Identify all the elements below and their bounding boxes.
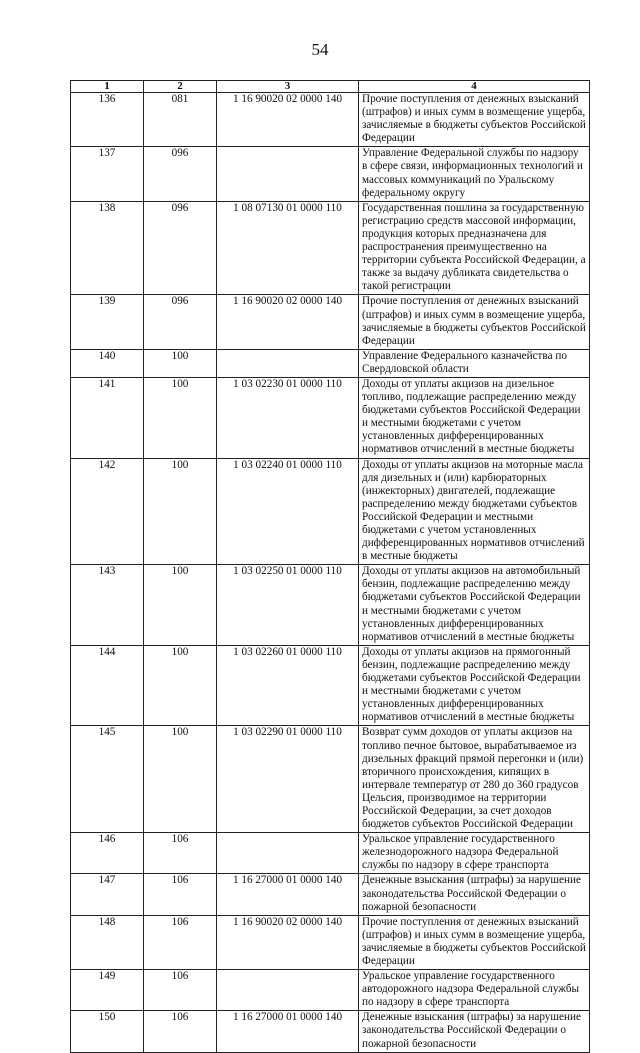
header-col-3: 3	[217, 81, 359, 93]
revenue-description: Возврат сумм доходов от уплаты акцизов на топливо печное бытовое, вырабатываемое из дизельных фракций прямой перегонки и (или) вторичного происхождения, кипящих в интервале температур от 280 до 360 градусов Цельсия, производимое на территории Российской Федерации, за счет доходов бюджетов субъектов Российской Федерации	[359, 726, 590, 833]
table-row	[71, 349, 590, 377]
header-col-4: 4	[359, 81, 590, 93]
row-number: 138	[71, 201, 144, 295]
budget-classification-code: 1 08 07130 01 0000 110	[217, 201, 359, 295]
page-number: 54	[311, 40, 329, 59]
table-body	[71, 93, 590, 1053]
row-number: 144	[71, 645, 144, 726]
table-row	[71, 565, 590, 646]
budget-classification-code: 1 03 02230 01 0000 110	[217, 377, 359, 458]
table-row	[71, 377, 590, 458]
table-row	[71, 1011, 590, 1052]
admin-code: 100	[144, 645, 217, 726]
admin-code: 100	[144, 458, 217, 565]
budget-classification-code	[217, 147, 359, 201]
admin-code: 096	[144, 295, 217, 349]
row-number: 136	[71, 93, 144, 147]
admin-code: 106	[144, 833, 217, 874]
row-number: 143	[71, 565, 144, 646]
table-row	[71, 915, 590, 969]
row-number: 147	[71, 874, 144, 915]
admin-code: 100	[144, 349, 217, 377]
budget-classification-code: 1 03 02290 01 0000 110	[217, 726, 359, 833]
revenue-description: Уральское управление государственного автодорожного надзора Федеральной службы по надзору в сфере транспорта	[359, 970, 590, 1011]
admin-code: 096	[144, 201, 217, 295]
revenue-description: Прочие поступления от денежных взысканий (штрафов) и иных сумм в возмещение ущерба, зачисляемые в бюджеты субъектов Российской Федерации	[359, 295, 590, 349]
table-row	[71, 93, 590, 147]
row-number: 150	[71, 1011, 144, 1052]
revenue-description: Прочие поступления от денежных взысканий (штрафов) и иных сумм в возмещение ущерба, зачисляемые в бюджеты субъектов Российской Федерации	[359, 93, 590, 147]
admin-code: 106	[144, 874, 217, 915]
admin-code: 106	[144, 970, 217, 1011]
admin-code: 106	[144, 1011, 217, 1052]
admin-code: 100	[144, 726, 217, 833]
table-row	[71, 645, 590, 726]
revenue-description: Государственная пошлина за государственную регистрацию средств массовой информации, продукция которых предназначена для распространения преимущественно на территории субъекта Российской Федерации, а также за выдачу дубликата свидетельства о такой регистрации	[359, 201, 590, 295]
row-number: 148	[71, 915, 144, 969]
header-col-2: 2	[144, 81, 217, 93]
row-number: 149	[71, 970, 144, 1011]
table-row	[71, 874, 590, 915]
table-row	[71, 833, 590, 874]
table-header-row	[71, 81, 590, 93]
table-row	[71, 295, 590, 349]
table-row	[71, 458, 590, 565]
revenue-description: Денежные взыскания (штрафы) за нарушение законодательства Российской Федерации о пожарной безопасности	[359, 1011, 590, 1052]
revenue-description: Доходы от уплаты акцизов на дизельное топливо, подлежащие распределению между бюджетами субъектов Российской Федерации и местными бюджетами с учетом установленных дифференцированных нормативов отчислений в местные бюджеты	[359, 377, 590, 458]
revenue-description: Доходы от уплаты акцизов на прямогонный бензин, подлежащие распределению между бюджетами субъектов Российской Федерации и местными бюджетами с учетом установленных дифференцированных нормативов отчислений в местные бюджеты	[359, 645, 590, 726]
admin-code: 106	[144, 915, 217, 969]
budget-classification-code: 1 03 02250 01 0000 110	[217, 565, 359, 646]
budget-classification-code	[217, 970, 359, 1011]
revenue-description: Доходы от уплаты акцизов на автомобильный бензин, подлежащие распределению между бюджетами субъектов Российской Федерации и местными бюджетами с учетом установленных дифференцированных нормативов отчислений в местные бюджеты	[359, 565, 590, 646]
table-row	[71, 201, 590, 295]
revenue-description: Управление Федеральной службы по надзору в сфере связи, информационных технологий и массовых коммуникаций по Уральскому федеральному округу	[359, 147, 590, 201]
admin-code: 081	[144, 93, 217, 147]
revenue-description: Денежные взыскания (штрафы) за нарушение законодательства Российской Федерации о пожарной безопасности	[359, 874, 590, 915]
budget-classification-code: 1 16 90020 02 0000 140	[217, 915, 359, 969]
budget-classification-code: 1 03 02240 01 0000 110	[217, 458, 359, 565]
header-col-1: 1	[71, 81, 144, 93]
budget-classification-code: 1 16 90020 02 0000 140	[217, 295, 359, 349]
revenue-description: Прочие поступления от денежных взысканий (штрафов) и иных сумм в возмещение ущерба, зачисляемые в бюджеты субъектов Российской Федерации	[359, 915, 590, 969]
budget-classification-code	[217, 349, 359, 377]
row-number: 137	[71, 147, 144, 201]
budget-classification-code: 1 16 27000 01 0000 140	[217, 874, 359, 915]
table-row	[71, 970, 590, 1011]
revenue-description: Управление Федерального казначейства по Свердловской области	[359, 349, 590, 377]
admin-code: 100	[144, 377, 217, 458]
budget-classification-code	[217, 833, 359, 874]
row-number: 139	[71, 295, 144, 349]
row-number: 140	[71, 349, 144, 377]
admin-code: 100	[144, 565, 217, 646]
row-number: 141	[71, 377, 144, 458]
admin-code: 096	[144, 147, 217, 201]
revenue-description: Доходы от уплаты акцизов на моторные масла для дизельных и (или) карбюраторных (инжекторных) двигателей, подлежащие распределению между бюджетами субъектов Российской Федерации и местными бюджетами с учетом установленных дифференцированных нормативов отчислений в местные бюджеты	[359, 458, 590, 565]
budget-classification-code: 1 16 27000 01 0000 140	[217, 1011, 359, 1052]
revenue-description: Уральское управление государственного железнодорожного надзора Федеральной службы по надзору в сфере транспорта	[359, 833, 590, 874]
table-row	[71, 147, 590, 201]
row-number: 146	[71, 833, 144, 874]
row-number: 145	[71, 726, 144, 833]
budget-classification-code: 1 16 90020 02 0000 140	[217, 93, 359, 147]
revenue-table	[70, 80, 590, 1053]
budget-classification-code: 1 03 02260 01 0000 110	[217, 645, 359, 726]
table-row	[71, 726, 590, 833]
row-number: 142	[71, 458, 144, 565]
